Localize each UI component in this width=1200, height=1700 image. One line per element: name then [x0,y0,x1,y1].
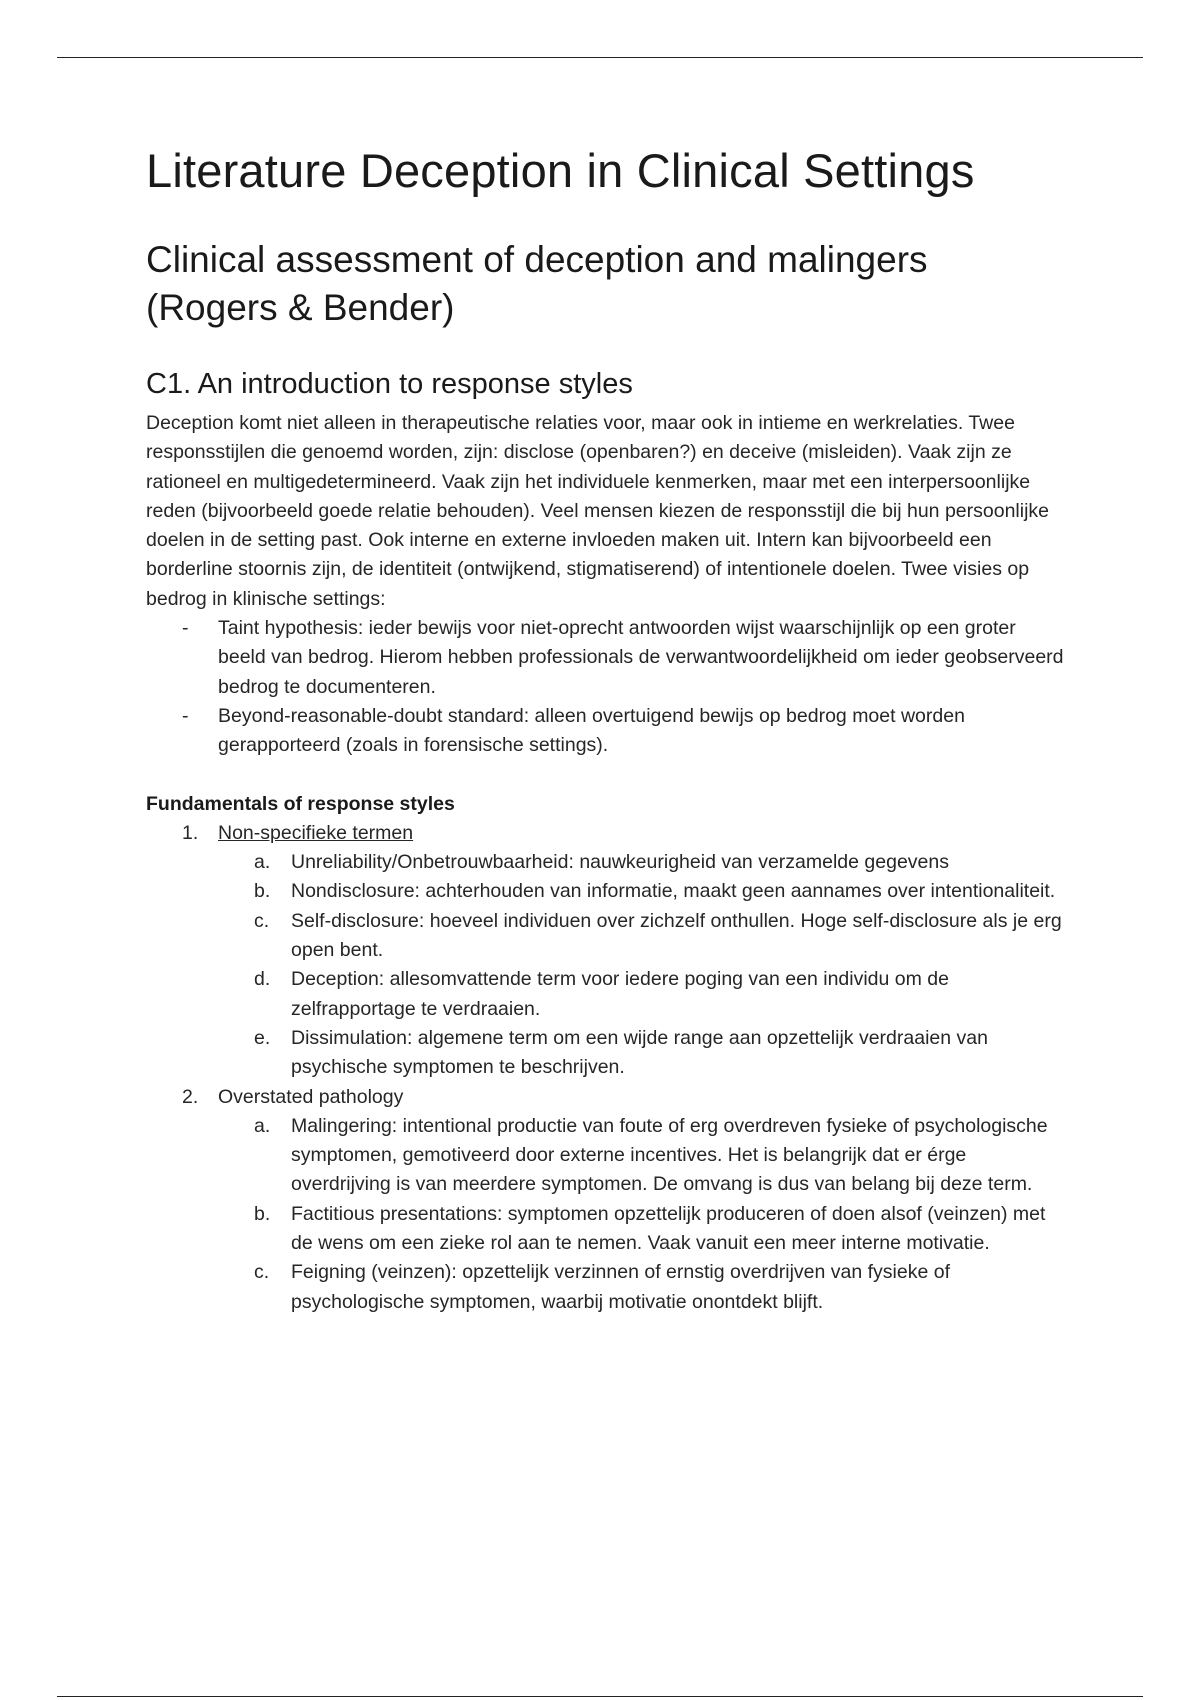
dash-bullet: - [182,617,189,640]
document-body [146,140,1066,1317]
item-letter: e. [254,1026,271,1049]
fundamentals-heading: Fundamentals of response styles [146,792,455,815]
dash-list [146,614,1066,760]
item-letter: d. [254,968,271,991]
item-text: Self-disclosure: hoeveel individuen over zichzelf onthullen. Hoge self-disclosure als je erg open bent. [291,909,1062,962]
group-label: Non-specifieke termen [218,821,414,844]
dash-item-text: Taint hypothesis: ieder bewijs voor niet-oprecht antwoorden wijst waarschijnlijk op een groter beeld van bedrog. Hierom hebben professionals de verwantwoordelijkheid om ieder geobserveerd bedrog te documenteren. [218,617,1064,698]
item-text: Dissimulation: algemene term om een wijde range aan opzettelijk verdraaien van psychische symptomen te beschrijven. [291,1026,988,1079]
item-text: Feigning (veinzen): opzettelijk verzinnen of ernstig overdrijven van fysieke of psychologische symptomen, waarbij motivatie onontdekt blijft. [291,1261,951,1313]
item-text: Unreliability/Onbetrouwbaarheid: nauwkeurigheid van verzamelde gegevens [291,851,949,874]
dash-bullet: - [182,704,189,727]
dash-list-item [146,702,1066,761]
lettered-item [146,1258,1066,1317]
document-title: Literature Deception in Clinical Settings [146,144,975,197]
lettered-item [146,877,1066,906]
item-letter: c. [254,909,270,932]
item-text: Nondisclosure: achterhouden van informatie, maakt geen aannames over intentionaliteit. [291,880,1056,903]
chapter-heading: Clinical assessment of deception and malingers (Rogers & Bender) [146,239,928,328]
lettered-item [146,848,1066,877]
lettered-item [146,1024,1066,1083]
footer-rule [57,1696,1143,1697]
intro-paragraph: Deception komt niet alleen in therapeutische relaties voor, maar ook in intieme en werkrelaties. Twee responsstijlen die genoemd worden, zijn: disclose (openbaren?) en deceive (misleiden). Vaak zijn ze rationeel en multigedetermineerd. Vaak zijn het individuele kenmerken, maar met een interpersoonlijke reden (bijvoorbeeld goede relatie behouden). Veel mensen kiezen de responsstijl die bij hun persoonlijke doelen in de setting past. Ook interne en externe invloeden maken uit. Intern kan bijvoorbeeld een borderline stoornis zijn, de identiteit (ontwijkend, stigmatiserend) of intentionele doelen. Twee visies op bedrog in klinische settings: [146,412,1050,610]
item-number: 1. [182,821,199,844]
item-letter: a. [254,1114,271,1137]
header-rule [57,57,1143,58]
lettered-item [146,965,1066,1024]
dash-item-text: Beyond-reasonable-doubt standard: alleen overtuigend bewijs op bedrog moet worden gerapporteerd (zoals in forensische settings). [218,704,965,757]
item-text: Deception: allesomvattende term voor iedere poging van een individu om de zelfrapportage te verdraaien. [291,968,949,1020]
item-letter: c. [254,1261,270,1284]
lettered-item [146,907,1066,966]
item-letter: b. [254,880,271,903]
lettered-item [146,1200,1066,1259]
item-letter: b. [254,1202,271,1225]
numbered-item [146,819,1066,848]
item-text: Factitious presentations: symptomen opzettelijk produceren of doen alsof (veinzen) met de wens om een zieke rol aan te nemen. Vaak vanuit een meer interne motivatie. [291,1202,1046,1255]
section-heading: C1. An introduction to response styles [146,368,633,400]
group-label: Overstated pathology [218,1085,404,1108]
item-letter: a. [254,851,271,874]
numbered-item [146,1083,1066,1112]
item-number: 2. [182,1085,199,1108]
item-text: Malingering: intentional productie van foute of erg overdreven fysieke of psychologische symptomen, gemotiveerd door externe incentives. Het is belangrijk dat er érge overdrijving is van meerdere symptomen. De omvang is dus van belang bij deze term. [291,1114,1048,1196]
lettered-item [146,1112,1066,1200]
dash-list-item [146,614,1066,702]
